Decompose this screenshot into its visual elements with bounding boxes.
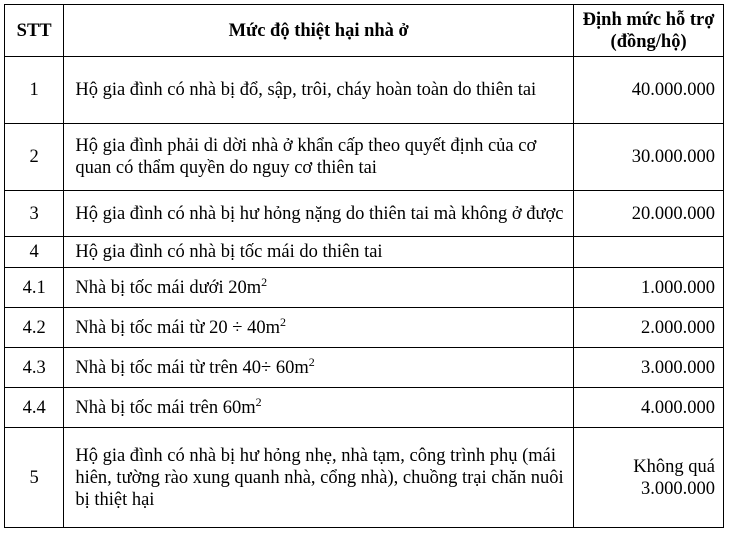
cell-stt: 4.1 xyxy=(5,268,64,308)
table-row xyxy=(5,57,724,124)
cell-damage-level xyxy=(64,191,574,237)
area-unit-superscript: 2 xyxy=(255,394,262,409)
cell-damage-level xyxy=(64,348,574,388)
cell-stt: 3 xyxy=(5,191,64,237)
cell-damage-level xyxy=(64,388,574,428)
cell-support-amount: 3.000.000 xyxy=(574,348,724,388)
damage-level-text: Hộ gia đình có nhà bị tốc mái do thiên tai xyxy=(75,242,383,262)
cell-support-amount: Không quá 3.000.000 xyxy=(574,428,724,528)
cell-stt: 1 xyxy=(5,57,64,124)
table-row xyxy=(5,124,724,191)
table-row xyxy=(5,268,724,308)
cell-damage-level xyxy=(64,237,574,268)
header-support-amount: Định mức hỗ trợ (đồng/hộ) xyxy=(574,5,724,57)
damage-level-text: Nhà bị tốc mái từ trên 40÷ 60m xyxy=(75,357,309,378)
area-unit-superscript: 2 xyxy=(279,314,286,329)
damage-level-text: Hộ gia đình có nhà bị hư hỏng nặng do thiên tai mà không ở được xyxy=(75,203,564,224)
cell-support-amount: 4.000.000 xyxy=(574,388,724,428)
area-unit-superscript: 2 xyxy=(261,274,268,289)
damage-level-text: Hộ gia đình có nhà bị đổ, sập, trôi, cháy hoàn toàn do thiên tai xyxy=(75,80,537,100)
cell-support-amount: 2.000.000 xyxy=(574,308,724,348)
cell-damage-level xyxy=(64,428,574,528)
table-row xyxy=(5,388,724,428)
cell-damage-level xyxy=(64,268,574,308)
cell-support-amount: 20.000.000 xyxy=(574,191,724,237)
cell-support-amount: 40.000.000 xyxy=(574,57,724,124)
cell-support-amount: 1.000.000 xyxy=(574,268,724,308)
cell-stt: 4.4 xyxy=(5,388,64,428)
damage-level-text: Nhà bị tốc mái từ 20 ÷ 40m xyxy=(75,317,280,338)
cell-support-amount xyxy=(574,237,724,268)
cell-damage-level xyxy=(64,308,574,348)
cell-damage-level xyxy=(64,57,574,124)
header-damage-level: Mức độ thiệt hại nhà ở xyxy=(64,5,574,57)
table-header-row xyxy=(5,5,724,57)
table-row xyxy=(5,428,724,528)
cell-support-amount: 30.000.000 xyxy=(574,124,724,191)
damage-level-text: Hộ gia đình có nhà bị hư hỏng nhẹ, nhà tạm, công trình phụ (mái hiên, tường rào xung quanh nhà, cổng nhà), chuồng trại chăn nuôi bị thiệt hại xyxy=(75,445,564,510)
table-body xyxy=(5,57,724,528)
cell-stt: 4.3 xyxy=(5,348,64,388)
damage-level-text: Nhà bị tốc mái dưới 20m xyxy=(75,277,262,298)
cell-stt: 5 xyxy=(5,428,64,528)
table-row xyxy=(5,308,724,348)
table-row xyxy=(5,348,724,388)
table-row xyxy=(5,237,724,268)
cell-stt: 4.2 xyxy=(5,308,64,348)
damage-level-text: Nhà bị tốc mái trên 60m xyxy=(75,397,256,418)
area-unit-superscript: 2 xyxy=(308,354,315,369)
damage-level-text: Hộ gia đình phải di dời nhà ở khẩn cấp theo quyết định của cơ quan có thẩm quyền do nguy cơ thiên tai xyxy=(75,136,537,178)
header-stt: STT xyxy=(5,5,64,57)
support-levels-table xyxy=(4,4,724,528)
table-row xyxy=(5,191,724,237)
cell-stt: 4 xyxy=(5,237,64,268)
cell-stt: 2 xyxy=(5,124,64,191)
cell-damage-level xyxy=(64,124,574,191)
